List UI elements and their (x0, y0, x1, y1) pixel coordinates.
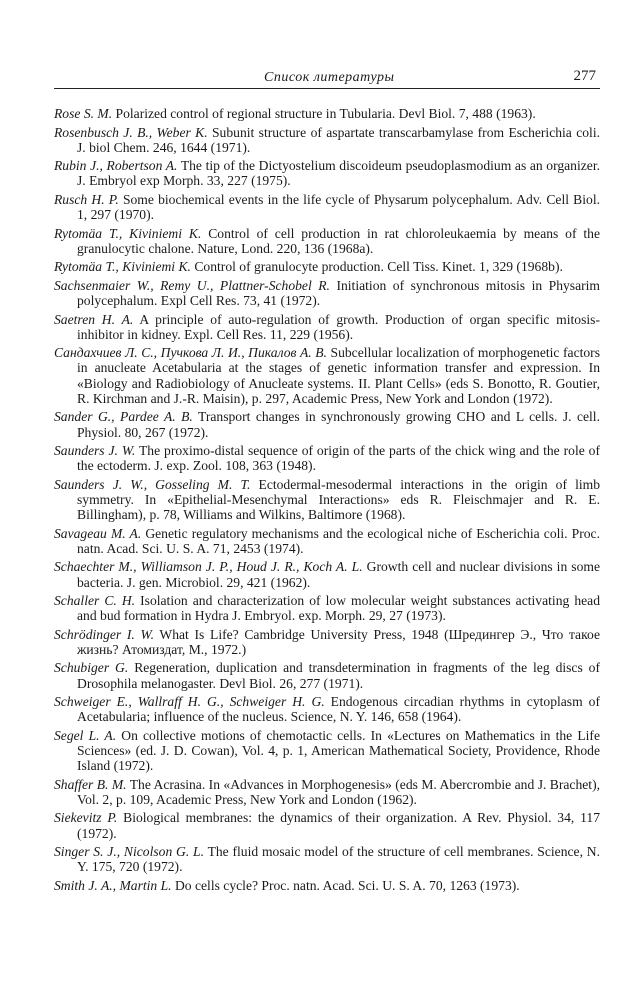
reference-entry (54, 312, 600, 342)
reference-authors: Rytomäa T., Kiviniemi K. (54, 259, 191, 275)
reference-entry (54, 728, 600, 774)
reference-list (54, 106, 600, 896)
reference-entry (54, 226, 600, 256)
reference-authors: Singer S. J., Nicolson G. L. (54, 844, 205, 860)
reference-text: On collective motions of chemotactic cells. In «Lectures on Mathematics in the Life Sciences» (ed. J. D. Cowan), Vol. 4, p. 1, American Mathematical Society, Providence, Rhode Island (1972). (77, 727, 600, 774)
reference-entry (54, 526, 600, 556)
reference-entry (54, 106, 600, 121)
reference-authors: Rusch H. P. (54, 191, 119, 207)
reference-authors: Schaechter M., Williamson J. P., Houd J. R., Koch A. L. (54, 559, 363, 575)
reference-authors: Smith J. A., Martin L. (54, 877, 172, 893)
reference-entry (54, 593, 600, 623)
reference-authors: Savageau M. A. (54, 525, 142, 541)
reference-entry (54, 777, 600, 807)
reference-authors: Schrödinger I. W. (54, 626, 154, 642)
reference-authors: Saetren H. A. (54, 311, 134, 327)
reference-authors: Rubin J., Robertson A. (54, 158, 178, 174)
reference-entry (54, 409, 600, 439)
reference-authors: Schaller C. H. (54, 593, 136, 609)
reference-entry (54, 660, 600, 690)
reference-entry (54, 345, 600, 406)
reference-authors: Sander G., Pardee A. B. (54, 409, 193, 425)
reference-authors: Sachsenmaier W., Remy U., Plattner-Schobel R. (54, 277, 330, 293)
reference-text: The proximo-distal sequence of origin of the parts of the chick wing and the role of the ectoderm. J. exp. Zool. 108, 363 (1948). (77, 443, 600, 474)
reference-text: The fluid mosaic model of the structure of cell membranes. Science, N. Y. 175, 720 (1972). (77, 844, 600, 875)
reference-entry (54, 477, 600, 523)
running-header (54, 58, 600, 89)
running-title: Список литературы (264, 70, 395, 85)
reference-text: Growth cell and nuclear divisions in some bacteria. J. gen. Microbiol. 29, 421 (1962). (77, 559, 600, 590)
reference-entry (54, 810, 600, 840)
reference-authors: Rose S. M. (54, 106, 113, 121)
reference-text: Polarized control of regional structure in Tubularia. Devl Biol. 7, 488 (1963). (112, 106, 536, 121)
reference-text: Subunit structure of aspartate transcarbamylase from Escherichia coli. J. biol Chem. 246, 1644 (1971). (77, 124, 600, 155)
reference-text: Ectodermal-mesodermal interactions in the origin of limb symmetry. In «Epithelial-Mesenchymal Interactions» eds R. Fleischmajer and R. E. Billingham), p. 78, Williams and Wilkins, Baltimore (1968). (77, 476, 600, 523)
reference-text: Control of cell production in rat chloroleukaemia by means of the granulocytic chalone. Nature, Lond. 220, 136 (1968a). (77, 225, 600, 256)
reference-entry (54, 878, 600, 893)
reference-authors: Schubiger G. (54, 660, 129, 676)
reference-entry (54, 125, 600, 155)
reference-text: The tip of the Dictyostelium discoideum pseudoplasmodium as an organizer. J. Embryol exp Morph. 33, 227 (1975). (77, 158, 600, 189)
reference-authors: Rosenbusch J. B., Weber K. (54, 124, 208, 140)
reference-authors: Saunders J. W., Gosseling M. T. (54, 476, 251, 492)
reference-text: The Acrasina. In «Advances in Morphogenesis» (eds M. Abercrombie and J. Brachet), Vol. 2, p. 109, Academic Press, New York and London (1962). (77, 776, 600, 807)
reference-entry (54, 192, 600, 222)
reference-authors: Saunders J. W. (54, 443, 136, 459)
reference-authors: Siekevitz P. (54, 810, 118, 826)
reference-text: What Is Life? Cambridge University Press, 1948 (Шредингер Э., Что такое жизнь? Атомиздат, М., 1972.) (77, 626, 600, 657)
reference-authors: Rytomäa T., Kiviniemi K. (54, 225, 202, 241)
reference-text: Isolation and characterization of low molecular weight substances activating head and bud formation in Hydra J. Embryol. exp. Morph. 29, 27 (1973). (77, 593, 600, 624)
reference-text: Do cells cycle? Proc. natn. Acad. Sci. U. S. A. 70, 1263 (1973). (171, 877, 520, 893)
reference-text: Initiation of synchronous mitosis in Physarim polycephalum. Expl Cell Res. 73, 41 (1972). (77, 277, 601, 309)
reference-entry (54, 259, 600, 274)
reference-text: Transport changes in synchronously growing CHO and L cells. J. cell. Physiol. 80, 267 (1972). (77, 409, 600, 440)
reference-authors: Segel L. A. (54, 727, 117, 743)
reference-text: Regeneration, duplication and transdetermination in fragments of the leg discs of Drosophila melanogaster. Devl Biol. 26, 277 (1971). (77, 660, 601, 691)
reference-authors: Schweiger E., Wallraff H. G., Schweiger H. G. (54, 694, 325, 710)
reference-text: Control of granulocyte production. Cell Tiss. Kinet. 1, 329 (1968b). (190, 259, 563, 275)
reference-entry (54, 694, 600, 724)
reference-entry (54, 278, 600, 308)
reference-authors: Shaffer B. M. (54, 776, 127, 792)
reference-entry (54, 443, 600, 473)
reference-text: Subcellular localization of morphogenetic factors in anucleate Acetabularia at the stages of genetic information transfer and expression. In «Biology and Radiobiology of Anucleate systems. II. Plant Cells» (eds S. Bonotto, R. Goutier, R. Kirchman and J.-R. Maisin), p. 297, Academic Press, New York and London (1972). (77, 345, 600, 406)
reference-text: Genetic regulatory mechanisms and the ecological niche of Escherichia coli. Proc. natn. Acad. Sci. U. S. A. 71, 2453 (1974). (77, 525, 600, 556)
reference-text: Endogenous circadian rhythms in cytoplasm of Acetabularia; influence of the nucleus. Science, N. Y. 146, 658 (1964). (77, 694, 600, 725)
reference-entry (54, 844, 600, 874)
reference-text: Some biochemical events in the life cycle of Physarum polycephalum. Adv. Cell Biol. 1, 297 (1970). (77, 191, 600, 223)
reference-authors: Сандахчиев Л. С., Пучкова Л. И., Пикалов А. В. (54, 345, 327, 361)
reference-text: Biological membranes: the dynamics of their organization. A Rev. Physiol. 34, 117 (1972). (77, 810, 601, 841)
reference-entry (54, 559, 600, 589)
reference-entry (54, 627, 600, 657)
reference-entry (54, 158, 600, 188)
reference-text: A principle of auto-regulation of growth. Production of organ specific mitosis-inhibitor in kidney. Expl. Cell Res. 11, 229 (1956). (77, 311, 600, 342)
page-number: 277 (573, 68, 596, 84)
